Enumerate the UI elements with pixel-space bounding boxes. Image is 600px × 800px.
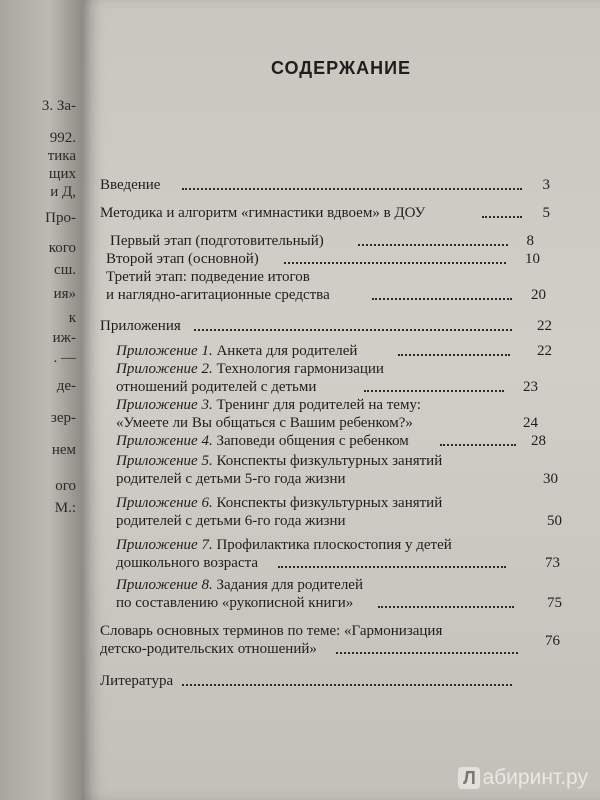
toc-entry-page: 30 bbox=[543, 471, 558, 487]
toc-entry-label: Приложение 3. Тренинг для родителей на тему: bbox=[116, 397, 421, 413]
toc-entry bbox=[100, 378, 562, 396]
toc-leader bbox=[372, 298, 512, 300]
toc-entry bbox=[100, 414, 562, 432]
watermark-text: абиринт.ру bbox=[482, 766, 588, 789]
toc-entry-label: Литература bbox=[100, 673, 174, 689]
labirint-logo-icon: Л bbox=[458, 767, 480, 789]
toc-entry-label: Методика и алгоритм «гимнастики вдвоем» в ДОУ bbox=[100, 205, 426, 221]
toc-entry-label: по составлению «рукописной книги» bbox=[116, 595, 354, 611]
left-page bbox=[0, 0, 82, 800]
toc-entry-label: «Умеете ли Вы общаться с Вашим ребенком?» bbox=[116, 415, 413, 431]
toc-entry-label: Приложение 7. Профилактика плоскостопия у детей bbox=[116, 537, 452, 553]
toc-entry bbox=[100, 360, 562, 378]
toc-entry-page: 28 bbox=[531, 433, 546, 449]
toc-leader bbox=[194, 329, 512, 331]
toc-entry-label: Приложение 8. Задания для родителей bbox=[116, 577, 363, 593]
left-page-text: ия» bbox=[53, 286, 76, 302]
toc-entry-page: 76 bbox=[545, 633, 560, 649]
toc-entry bbox=[100, 640, 562, 658]
toc-entry bbox=[100, 176, 562, 194]
toc-entry bbox=[100, 432, 562, 450]
toc-entry bbox=[100, 250, 562, 268]
toc-entry bbox=[100, 576, 562, 594]
toc-leader bbox=[336, 652, 518, 654]
toc-entry bbox=[100, 512, 562, 530]
toc-entry bbox=[100, 672, 562, 690]
toc-entry-page: 22 bbox=[537, 343, 552, 359]
toc-entry-page: 50 bbox=[547, 513, 562, 529]
toc-entry bbox=[100, 232, 562, 250]
toc-entry-page: 3 bbox=[542, 177, 550, 193]
toc-leader bbox=[182, 188, 522, 190]
toc-entry-page: 24 bbox=[523, 415, 538, 431]
left-page-text: М.: bbox=[54, 500, 76, 516]
toc-entry-label: дошкольного возраста bbox=[116, 555, 259, 571]
left-page-text: нем bbox=[51, 442, 76, 458]
toc-entry bbox=[100, 594, 562, 612]
toc-entry-label: родителей с детьми 5-го года жизни bbox=[116, 471, 346, 487]
toc-entry bbox=[100, 286, 562, 304]
toc-leader bbox=[364, 390, 504, 392]
toc-entry bbox=[100, 554, 562, 572]
left-page-text: щих bbox=[48, 166, 76, 182]
toc-entry-label: Второй этап (основной) bbox=[106, 251, 259, 267]
left-page-text: . — bbox=[53, 350, 76, 366]
toc-entry bbox=[100, 396, 562, 414]
page-title: СОДЕРЖАНИЕ bbox=[270, 58, 412, 78]
toc-entry bbox=[100, 204, 562, 222]
toc-entry-label: Приложения bbox=[100, 318, 181, 334]
left-page-text: зер- bbox=[50, 410, 76, 426]
toc-entry bbox=[100, 268, 562, 286]
toc-leader bbox=[284, 262, 506, 264]
toc-entry-page: 73 bbox=[545, 555, 560, 571]
toc-entry-label: Приложение 1. Анкета для родителей bbox=[116, 343, 358, 359]
toc-entry-page: 5 bbox=[542, 205, 550, 221]
left-page-text: и Д, bbox=[50, 184, 76, 200]
left-page-text: иж- bbox=[52, 330, 76, 346]
toc-entry-page: 22 bbox=[537, 318, 552, 334]
labirint-watermark bbox=[458, 766, 588, 790]
toc-leader bbox=[482, 216, 522, 218]
toc-entry-label: Введение bbox=[100, 177, 161, 193]
left-page-text: ого bbox=[55, 478, 76, 494]
toc-entry-page: 8 bbox=[526, 233, 534, 249]
toc-entry-label: Третий этап: подведение итогов bbox=[106, 269, 310, 285]
toc-entry-page: 23 bbox=[523, 379, 538, 395]
toc-leader bbox=[358, 244, 508, 246]
toc-entry-label: Словарь основных терминов по теме: «Гармонизация bbox=[100, 623, 443, 639]
left-page-text: сш. bbox=[54, 262, 76, 278]
left-page-text: кого bbox=[48, 240, 76, 256]
left-page-text: тика bbox=[47, 148, 76, 164]
toc-entry-label: Приложение 2. Технология гармонизации bbox=[116, 361, 384, 377]
toc-entry bbox=[100, 452, 562, 470]
left-page-text: Про- bbox=[45, 210, 76, 226]
toc-leader bbox=[182, 684, 512, 686]
toc-entry-label: Первый этап (подготовительный) bbox=[110, 233, 324, 249]
toc-entry bbox=[100, 536, 562, 554]
toc-entry bbox=[100, 317, 562, 335]
toc-entry-label: Приложение 4. Заповеди общения с ребенком bbox=[116, 433, 409, 449]
toc-leader bbox=[278, 566, 506, 568]
toc-entry bbox=[100, 470, 562, 488]
toc-entry bbox=[100, 494, 562, 512]
left-page-text: 3. За- bbox=[41, 98, 76, 114]
toc-leader bbox=[398, 354, 510, 356]
toc-entry-label: детско-родительских отношений» bbox=[100, 641, 317, 657]
toc-leader bbox=[378, 606, 514, 608]
toc-leader bbox=[440, 444, 516, 446]
toc-entry-label: родителей с детьми 6-го года жизни bbox=[116, 513, 346, 529]
toc-entry-label: Приложение 6. Конспекты физкультурных занятий bbox=[116, 495, 443, 511]
toc-entry-page: 75 bbox=[547, 595, 562, 611]
toc-entry-label: Приложение 5. Конспекты физкультурных занятий bbox=[116, 453, 443, 469]
left-page-text: к bbox=[68, 310, 76, 326]
toc-entry-label: и наглядно-агитационные средства bbox=[106, 287, 330, 303]
toc-entry-page: 20 bbox=[531, 287, 546, 303]
toc-entry-page: 10 bbox=[525, 251, 540, 267]
toc-entry bbox=[100, 342, 562, 360]
toc-entry-label: отношений родителей с детьми bbox=[116, 379, 317, 395]
left-page-text: де- bbox=[56, 378, 76, 394]
left-page-text: 992. bbox=[49, 130, 76, 146]
